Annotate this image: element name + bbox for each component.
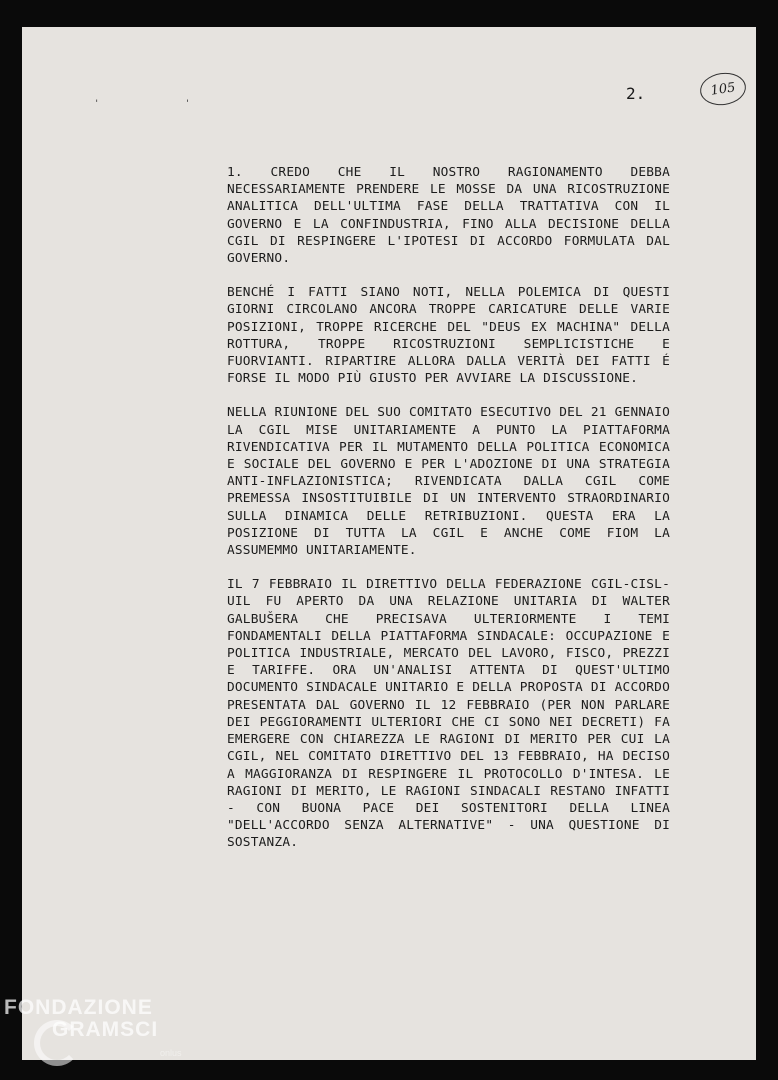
fondazione-gramsci-watermark [4,996,182,1058]
paragraph-3: NELLA RIUNIONE DEL SUO COMITATO ESECUTIVO DEL 21 GENNAIO LA CGIL MISE UNITARIAMENTE A PUNTO LA PIATTAFORMA RIVENDICATIVA PER IL MUTAMENTO DELLA POLITICA ECONOMICA E SOCIALE DEL GOVERNO E PER L'ADOZIONE DI UNA STRATEGIA ANTI-INFLAZIONISTICA; RIVENDICATA DALLA CGIL COME PREMESSA INSOSTITUIBILE DI UN INTERVENTO STRAORDINARIO SULLA DINAMICA DELLE RETRIBUZIONI. QUESTA ERA LA POSIZIONE DI TUTTA LA CGIL E ANCHE COME FIOM LA ASSUMEMMO UNITARIAMENTE. [227,405,670,559]
paragraph-4: IL 7 FEBBRAIO IL DIRETTIVO DELLA FEDERAZIONE CGIL-CISL-UIL FU APERTO DA UNA RELAZIONE UNITARIA DI WALTER GALBUŠERA CHE PRECISAVA ULTERIORMENTE I TEMI FONDAMENTALI DELLA PIATTAFORMA SINDACALE: OCCUPAZIONE E POLITICA INDUSTRIALE, MERCATO DEL LAVORO, FISCO, PREZZI E TARIFFE. ORA UN'ANALISI ATTENTA DI QUEST'ULTIMO DOCUMENTO SINDACALE UNITARIO E DELLA PROPOSTA DI ACCORDO PRESENTATA DAL GOVERNO IL 12 FEBBRAIO (PER NON PARLARE DEI PEGGIORAMENTI ULTERIORI CHE CI SONO NEI DECRETI) FA EMERGERE CON CHIAREZZA LE RAGIONI DI MERITO PER CUI LA CGIL, NEL COMITATO DIRETTIVO DEL 13 FEBBRAIO, HA DECISO A MAGGIORANZA DI RESPINGERE IL PROTOCOLLO D'INTESA. LE RAGIONI DI MERITO, LE RAGIONI SINDACALI RESTANO INFATTI - CON BUONA PACE DEI SOSTENITORI DELLA LINEA "DELL'ACCORDO SENZA ALTERNATIVE" - UNA QUESTIONE DI SOSTANZA. [227,577,670,851]
watermark-subtitle: onlus [160,1048,182,1058]
page-number: 2. [626,84,646,103]
watermark-line1: FONDAZIONE [4,996,153,1019]
document-body [227,164,670,869]
watermark-line2: GRAMSCI [52,1018,159,1041]
archive-number-stamp: 105 [698,70,748,108]
paragraph-1: 1. CREDO CHE IL NOSTRO RAGIONAMENTO DEBBA NECESSARIAMENTE PRENDERE LE MOSSE DA UNA RICOSTRUZIONE ANALITICA DELL'ULTIMA FASE DELLA TRATTATIVA CON IL GOVERNO E LA CONFINDUSTRIA, FINO ALLA DECISIONE DELLA CGIL DI RESPINGERE L'IPOTESI DI ACCORDO FORMULATA DAL GOVERNO. [227,165,670,267]
paper-specks: ' ' [94,99,231,109]
paragraph-2: BENCHÉ I FATTI SIANO NOTI, NELLA POLEMICA DI QUESTI GIORNI CIRCOLANO ANCORA TROPPE CARICATURE DELLE VARIE POSIZIONI, TROPPE RICERCHE DEL "DEUS EX MACHINA" DELLA ROTTURA, TROPPE RICOSTRUZIONI SEMPLICISTICHE E FUORVIANTI. RIPARTIRE ALLORA DALLA VERITÀ DEI FATTI É FORSE IL MODO PIÙ GIUSTO PER AVVIARE LA DISCUSSIONE. [227,285,670,387]
